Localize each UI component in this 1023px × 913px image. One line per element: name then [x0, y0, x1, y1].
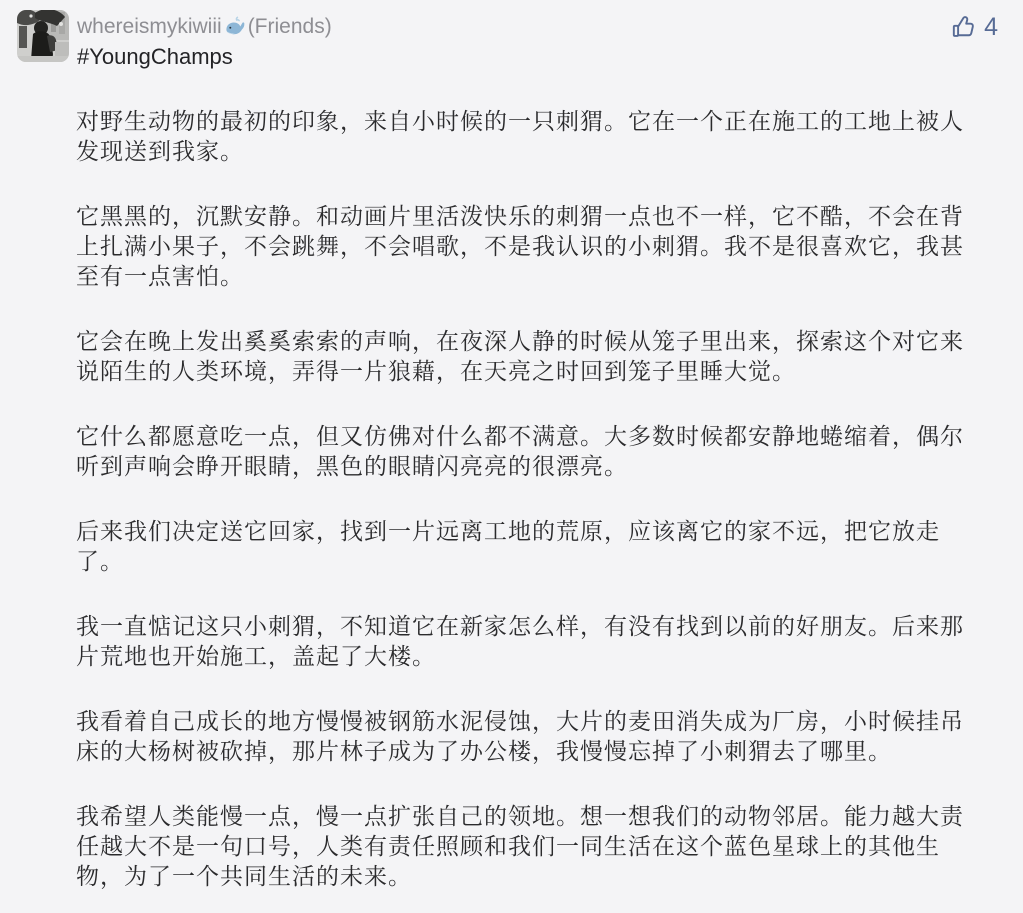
post-paragraph: 我一直惦记这只小刺猬，不知道它在新家怎么样，有没有找到以前的好朋友。后来那片荒地也开始施工，盖起了大楼。 [76, 613, 964, 669]
post-paragraph: 它黑黑的，沉默安静。和动画片里活泼快乐的刺猬一点也不一样，它不酷，不会在背上扎满小果子，不会跳舞，不会唱歌，不是我认识的小刺猬。我不是很喜欢它，我甚至有一点害怕。 [76, 203, 964, 289]
header-meta [77, 10, 332, 71]
post-paragraph: 它什么都愿意吃一点，但又仿佛对什么都不满意。大多数时候都安静地蜷缩着，偶尔听到声响会睁开眼睛，黑色的眼睛闪亮亮的很漂亮。 [76, 423, 964, 479]
hashtag-link[interactable]: #YoungChamps [77, 44, 233, 69]
username-text: whereismykiwiii [77, 15, 222, 38]
post-content [76, 106, 976, 891]
avatar-photo [17, 10, 69, 62]
username[interactable] [77, 14, 332, 40]
whale-emoji-icon [224, 16, 247, 39]
post-paragraph: 后来我们决定送它回家，找到一片远离工地的荒原，应该离它的家不远，把它放走了。 [76, 518, 940, 574]
username-suffix: (Friends) [247, 15, 332, 38]
post-paragraph: 它会在晚上发出奚奚索索的声响，在夜深人静的时候从笼子里出来，探索这个对它来说陌生的人类环境，弄得一片狼藉，在天亮之时回到笼子里睡大觉。 [76, 328, 964, 384]
post-paragraph: 我看着自己成长的地方慢慢被钢筋水泥侵蚀，大片的麦田消失成为厂房，小时候挂吊床的大杨树被砍掉，那片林子成为了办公楼，我慢慢忘掉了小刺猬去了哪里。 [76, 708, 964, 764]
like-button[interactable] [950, 13, 998, 41]
post-header [17, 10, 332, 71]
like-count: 4 [984, 13, 998, 41]
thumbs-up-icon [950, 14, 977, 41]
post-paragraph: 我希望人类能慢一点，慢一点扩张自己的领地。想一想我们的动物邻居。能力越大责任越大不是一句口号，人类有责任照顾和我们一同生活在这个蓝色星球上的其他生物，为了一个共同生活的未来。 [76, 803, 964, 889]
avatar[interactable] [17, 10, 69, 62]
post-paragraph: 对野生动物的最初的印象，来自小时候的一只刺猬。它在一个正在施工的工地上被人发现送到我家。 [76, 108, 964, 164]
